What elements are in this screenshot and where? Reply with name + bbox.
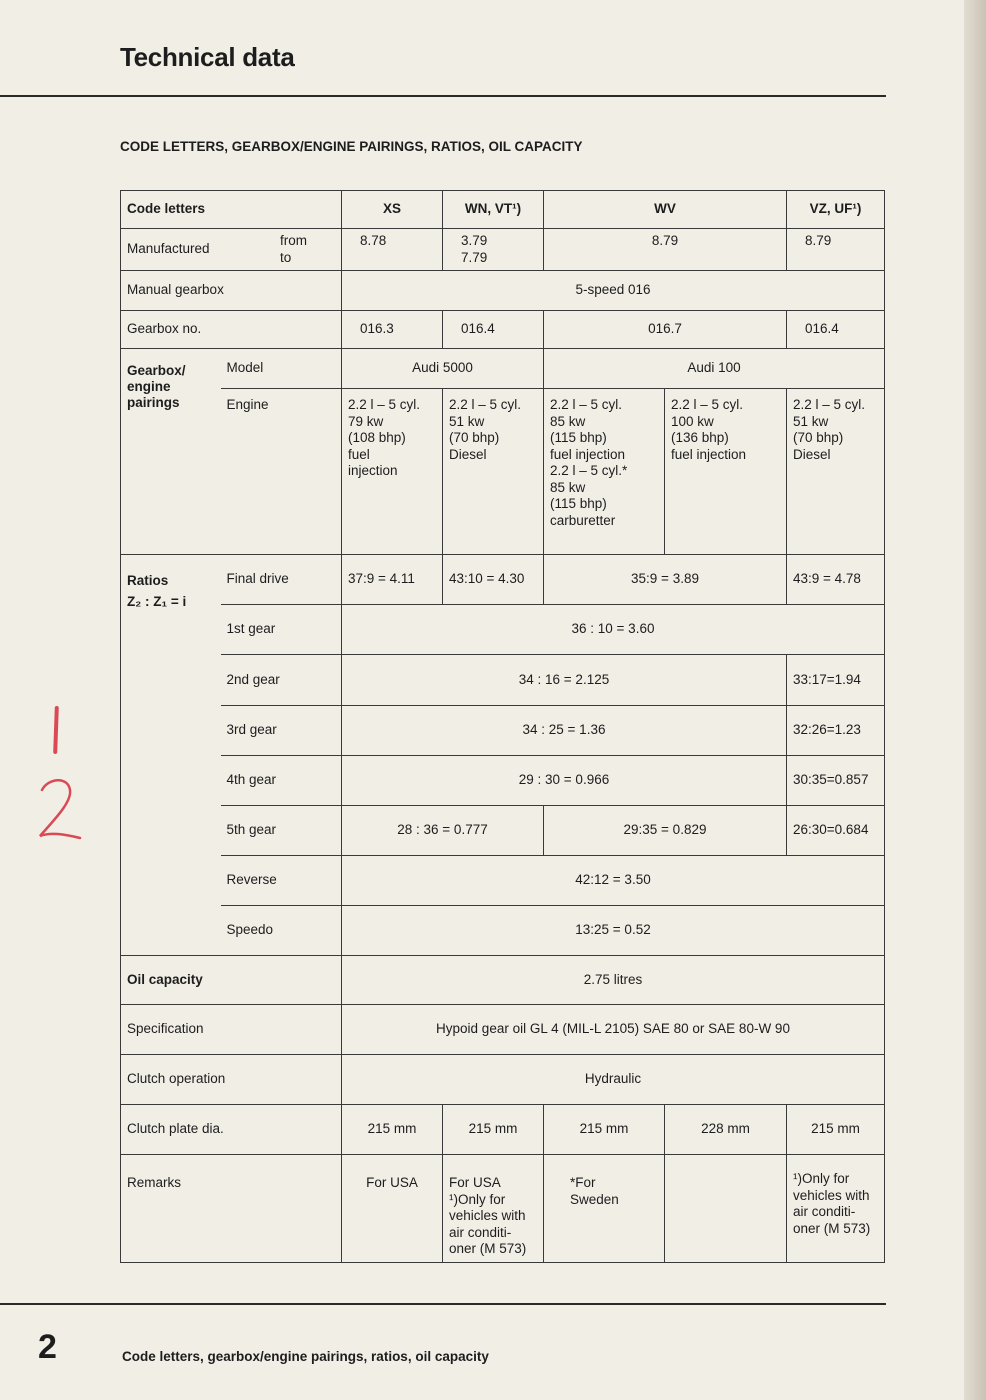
- model-label: Model: [221, 349, 342, 389]
- model-audi-5000: Audi 5000: [342, 349, 544, 389]
- row-second-gear: [121, 655, 885, 706]
- speedo-value: 13:25 = 0.52: [342, 906, 885, 956]
- engine-label: Engine: [221, 389, 342, 555]
- speedo-label: Speedo: [221, 906, 342, 956]
- fifth-gear-label: 5th gear: [221, 806, 342, 856]
- row-manufactured: [121, 229, 885, 271]
- ratios-formula: Z₂ : Z₁ = i: [127, 593, 187, 609]
- row-fifth-gear: [121, 806, 885, 856]
- pairings-label: Gearbox/ engine pairings: [121, 349, 221, 555]
- handwritten-mark-one: [53, 706, 59, 754]
- oil-capacity-label: Oil capacity: [121, 956, 342, 1005]
- specification-label: Specification: [121, 1005, 342, 1055]
- section-heading: CODE LETTERS, GEARBOX/ENGINE PAIRINGS, RATIOS, OIL CAPACITY: [120, 139, 583, 154]
- row-speedo: [121, 906, 885, 956]
- second-gear-vz: 33:17=1.94: [787, 655, 885, 706]
- clutch-operation-value: Hydraulic: [342, 1055, 885, 1105]
- fifth-gear-a: 28 : 36 = 0.777: [342, 806, 544, 856]
- remarks-label: Remarks: [121, 1155, 342, 1263]
- ratios-label: Ratios: [127, 573, 169, 588]
- third-gear-label: 3rd gear: [221, 706, 342, 756]
- ratios-label-cell: [121, 555, 221, 956]
- manufactured-wn: 3.79 7.79: [443, 229, 544, 271]
- first-gear-label: 1st gear: [221, 605, 342, 655]
- final-drive-xs: 37:9 = 4.11: [342, 555, 443, 605]
- fifth-gear-b: 29:35 = 0.829: [544, 806, 787, 856]
- code-xs: XS: [342, 191, 443, 229]
- row-first-gear: [121, 605, 885, 655]
- page-title: Technical data: [120, 42, 295, 72]
- second-gear-value: 34 : 16 = 2.125: [342, 655, 787, 706]
- fourth-gear-value: 29 : 30 = 0.966: [342, 756, 787, 806]
- manual-gearbox-value: 5-speed 016: [342, 271, 885, 311]
- second-gear-label: 2nd gear: [221, 655, 342, 706]
- manual-gearbox-label: Manual gearbox: [121, 271, 342, 311]
- clutch-plate-wv-b: 228 mm: [665, 1105, 787, 1155]
- model-audi-100: Audi 100: [544, 349, 885, 389]
- row-fourth-gear: [121, 756, 885, 806]
- row-gearbox-no: [121, 311, 885, 349]
- page-edge-shadow: [964, 0, 986, 1400]
- row-oil-capacity: [121, 956, 885, 1005]
- row-model: [121, 349, 885, 389]
- row-clutch-plate: [121, 1105, 885, 1155]
- reverse-label: Reverse: [221, 856, 342, 906]
- specification-value: Hypoid gear oil GL 4 (MIL-L 2105) SAE 80 or SAE 80-W 90: [342, 1005, 885, 1055]
- clutch-plate-wn: 215 mm: [443, 1105, 544, 1155]
- final-drive-label: Final drive: [221, 555, 342, 605]
- row-specification: [121, 1005, 885, 1055]
- oil-capacity-value: 2.75 litres: [342, 956, 885, 1005]
- row-remarks: [121, 1155, 885, 1263]
- third-gear-value: 34 : 25 = 1.36: [342, 706, 787, 756]
- clutch-plate-xs: 215 mm: [342, 1105, 443, 1155]
- engine-wv-b: 2.2 l – 5 cyl. 100 kw (136 bhp) fuel injection: [665, 389, 787, 555]
- gearbox-no-wv: 016.7: [544, 311, 787, 349]
- gearbox-no-wn: 016.4: [443, 311, 544, 349]
- first-gear-value: 36 : 10 = 3.60: [342, 605, 885, 655]
- code-wv: WV: [544, 191, 787, 229]
- code-vz: VZ, UF¹): [787, 191, 885, 229]
- row-clutch-operation: [121, 1055, 885, 1105]
- remarks-wv-b: [665, 1155, 787, 1263]
- handwritten-mark-two: [34, 776, 86, 846]
- remarks-vz: ¹)Only for vehicles with air conditi- oner (M 573): [787, 1155, 885, 1263]
- page-number: 2: [38, 1328, 57, 1366]
- final-drive-vz: 43:9 = 4.78: [787, 555, 885, 605]
- technical-data-table: [120, 190, 885, 1263]
- clutch-plate-vz: 215 mm: [787, 1105, 885, 1155]
- row-engine: [121, 389, 885, 555]
- row-code-letters: [121, 191, 885, 229]
- gearbox-no-xs: 016.3: [342, 311, 443, 349]
- final-drive-wv: 35:9 = 3.89: [544, 555, 787, 605]
- manufactured-vz: 8.79: [787, 229, 885, 271]
- clutch-operation-label: Clutch operation: [121, 1055, 342, 1105]
- reverse-value: 42:12 = 3.50: [342, 856, 885, 906]
- engine-wv-a: 2.2 l – 5 cyl. 85 kw (115 bhp) fuel injection 2.2 l – 5 cyl.* 85 kw (115 bhp) carburetter: [544, 389, 665, 555]
- remarks-wv-a: *For Sweden: [544, 1155, 665, 1263]
- fourth-gear-vz: 30:35=0.857: [787, 756, 885, 806]
- code-wn: WN, VT¹): [443, 191, 544, 229]
- row-final-drive: [121, 555, 885, 605]
- remarks-wn: For USA ¹)Only for vehicles with air conditi- oner (M 573): [443, 1155, 544, 1263]
- gearbox-no-label: Gearbox no.: [121, 311, 342, 349]
- final-drive-wn: 43:10 = 4.30: [443, 555, 544, 605]
- engine-xs: 2.2 l – 5 cyl. 79 kw (108 bhp) fuel injection: [342, 389, 443, 555]
- manufactured-from-to: from to: [280, 233, 307, 265]
- clutch-plate-label: Clutch plate dia.: [121, 1105, 342, 1155]
- row-reverse: [121, 856, 885, 906]
- row-manual-gearbox: [121, 271, 885, 311]
- row-third-gear: [121, 706, 885, 756]
- bottom-rule: [0, 1303, 886, 1305]
- clutch-plate-wv-a: 215 mm: [544, 1105, 665, 1155]
- remarks-xs: For USA: [342, 1155, 443, 1263]
- manufactured-label: Manufactured: [127, 241, 210, 256]
- code-letters-label: Code letters: [121, 191, 342, 229]
- fourth-gear-label: 4th gear: [221, 756, 342, 806]
- fifth-gear-vz: 26:30=0.684: [787, 806, 885, 856]
- gearbox-no-vz: 016.4: [787, 311, 885, 349]
- manufactured-label-cell: [121, 229, 342, 271]
- manufactured-xs: 8.78: [342, 229, 443, 271]
- top-rule: [0, 95, 886, 97]
- third-gear-vz: 32:26=1.23: [787, 706, 885, 756]
- manufactured-wv: 8.79: [544, 229, 787, 271]
- engine-wn: 2.2 l – 5 cyl. 51 kw (70 bhp) Diesel: [443, 389, 544, 555]
- engine-vz: 2.2 l – 5 cyl. 51 kw (70 bhp) Diesel: [787, 389, 885, 555]
- footer-caption: Code letters, gearbox/engine pairings, ratios, oil capacity: [122, 1349, 489, 1364]
